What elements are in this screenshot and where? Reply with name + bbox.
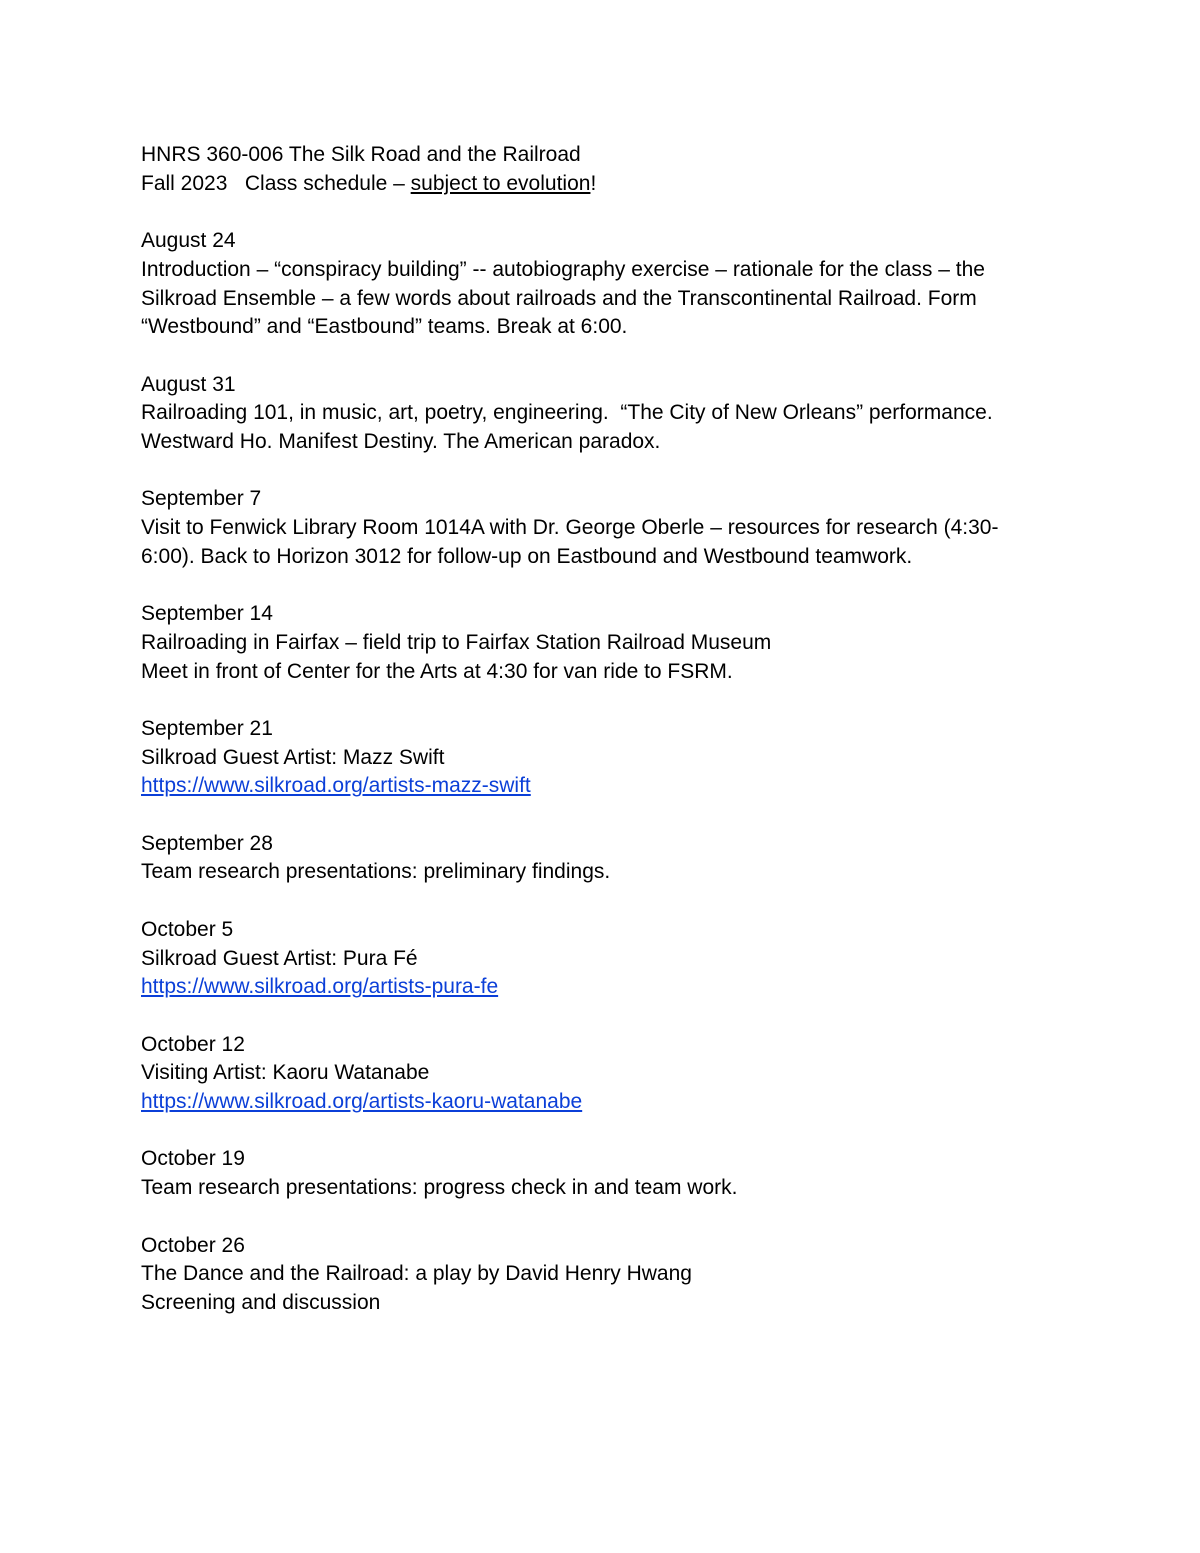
entry-date: September 21 (141, 716, 273, 740)
entry-line: Meet in front of Center for the Arts at 4:30 for van ride to FSRM. (141, 659, 733, 683)
entry-date: September 14 (141, 602, 273, 626)
entry-line: Visit to Fenwick Library Room 1014A with Dr. George Oberle – resources for research (4:30- (141, 516, 999, 540)
course-title: HNRS 360-006 The Silk Road and the Railroad (141, 143, 581, 166)
entry-line: Silkroad Guest Artist: Pura Fé (141, 946, 418, 970)
artist-link[interactable]: https://www.silkroad.org/artists-mazz-swift (141, 774, 531, 798)
schedule-document (141, 141, 1041, 1318)
schedule-entry (141, 371, 1041, 457)
term-line (141, 170, 1041, 199)
schedule-entry (141, 485, 1041, 571)
entry-date: September 28 (141, 831, 273, 855)
entry-line: Team research presentations: preliminary findings. (141, 860, 611, 884)
schedule-entry (141, 715, 1041, 801)
entry-line: Railroading 101, in music, art, poetry, engineering. “The City of New Orleans” performance. (141, 401, 993, 425)
entry-date: August 24 (141, 229, 236, 253)
entry-line: Silkroad Ensemble – a few words about railroads and the Transcontinental Railroad. Form (141, 286, 977, 310)
entry-date: October 5 (141, 917, 234, 941)
entry-line: Visiting Artist: Kaoru Watanabe (141, 1061, 430, 1085)
schedule-entry (141, 830, 1041, 887)
entry-line: Silkroad Guest Artist: Mazz Swift (141, 745, 445, 769)
entry-date: October 26 (141, 1233, 245, 1257)
artist-link[interactable]: https://www.silkroad.org/artists-kaoru-watanabe (141, 1090, 583, 1114)
entry-date: September 7 (141, 487, 262, 511)
entry-line: Team research presentations: progress check in and team work. (141, 1176, 738, 1200)
entry-line: The Dance and the Railroad: a play by David Henry Hwang (141, 1262, 692, 1286)
entry-line: “Westbound” and “Eastbound” teams. Break at 6:00. (141, 315, 628, 339)
schedule-entry (141, 1031, 1041, 1117)
schedule-entry (141, 1232, 1041, 1318)
entry-line: Introduction – “conspiracy building” -- autobiography exercise – rationale for the class – the (141, 257, 985, 281)
schedule-entry (141, 916, 1041, 1002)
entry-date: October 19 (141, 1147, 245, 1171)
entry-date: October 12 (141, 1032, 245, 1056)
schedule-entry (141, 227, 1041, 342)
artist-link[interactable]: https://www.silkroad.org/artists-pura-fe (141, 975, 499, 999)
term-prefix: Fall 2023 Class schedule – (141, 171, 411, 195)
entry-line: Railroading in Fairfax – field trip to Fairfax Station Railroad Museum (141, 630, 772, 654)
entry-line: Screening and discussion (141, 1290, 381, 1314)
schedule-entry (141, 1145, 1041, 1202)
term-suffix: ! (590, 171, 597, 195)
entry-date: August 31 (141, 372, 236, 396)
schedule-entry (141, 600, 1041, 686)
entry-line: 6:00). Back to Horizon 3012 for follow-up on Eastbound and Westbound teamwork. (141, 544, 913, 568)
term-emphasis: subject to evolution (410, 171, 591, 195)
entry-line: Westward Ho. Manifest Destiny. The American paradox. (141, 430, 661, 453)
